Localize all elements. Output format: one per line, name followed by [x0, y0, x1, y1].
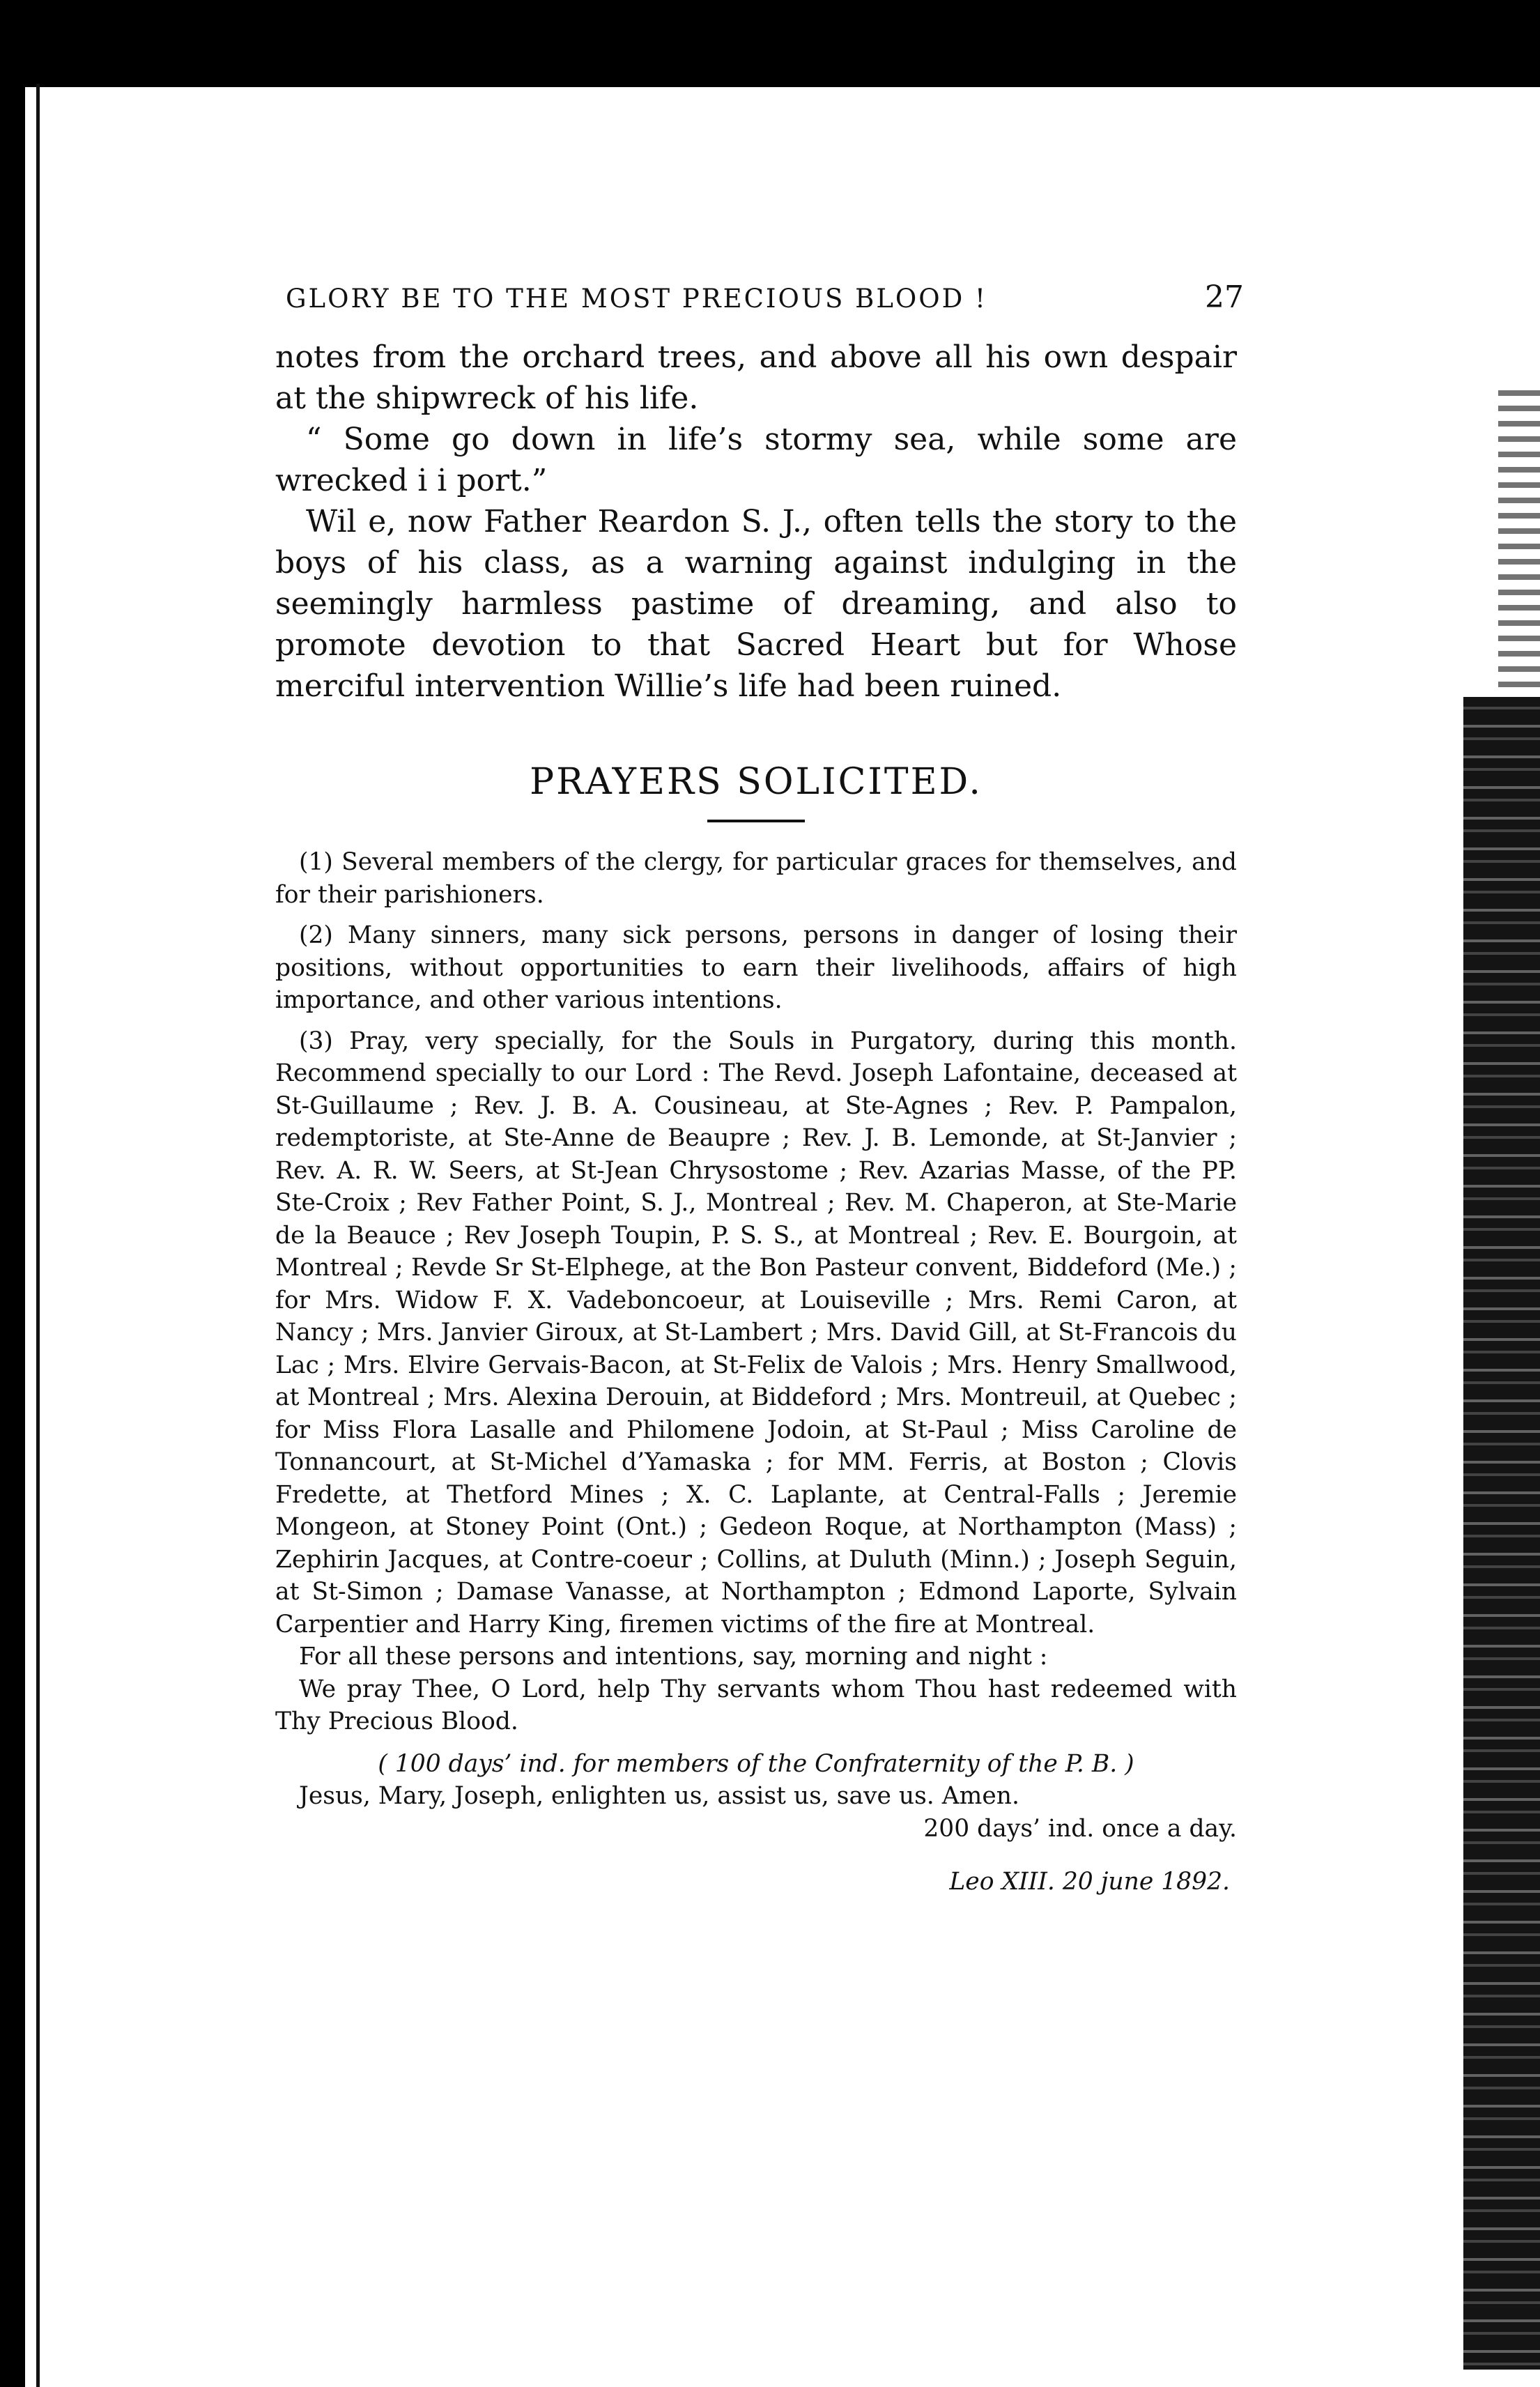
page-number: 27: [1205, 279, 1244, 315]
scan-left-border: [0, 0, 25, 2387]
heading-rule: [707, 820, 805, 822]
story-text: [275, 337, 1237, 707]
story-paragraph-2: Wil e, now Father Reardon S. J., often tells the story to the boys of his class, as a warning against indulging in the seemingly harmless pastime of dreaming, and also to promote devotion to that Sacred Heart but for Whose merciful intervention Willie’s life had been ruined.: [275, 504, 1237, 704]
book-page: [275, 275, 1244, 1898]
running-head: [275, 275, 1244, 324]
scan-top-border: [0, 0, 1540, 87]
signature: Leo XIII. 20 june 1892.: [949, 1868, 1230, 1896]
indulgence-note-2: 200 days’ ind. once a day.: [923, 1814, 1237, 1843]
indulgence-note-1: ( 100 days’ ind. for members of the Confraternity of the P. B. ): [378, 1749, 1134, 1778]
request-item-2: (2) Many sinners, many sick persons, persons in danger of losing their positions, without opportunities to earn their livelihoods, affairs of high importance, and other various intentions.: [275, 921, 1237, 1014]
prayer-requests: [275, 846, 1237, 1898]
request-item-1: (1) Several members of the clergy, for particular graces for themselves, and for their parishioners.: [275, 848, 1237, 909]
running-title: GLORY BE TO THE MOST PRECIOUS BLOOD !: [286, 284, 987, 314]
story-quote: “ Some go down in life’s stormy sea, while some are wrecked i i port.”: [275, 422, 1237, 498]
scan-right-edge-upper: [1498, 390, 1540, 697]
prayer-text: We pray Thee, O Lord, help Thy servants whom Thou hast redeemed with Thy Precious Blood.: [275, 1675, 1237, 1735]
request-intentions: For all these persons and intentions, say, morning and night :: [299, 1643, 1048, 1671]
story-paragraph-1: notes from the orchard trees, and above all his own despair at the shipwreck of his life.: [275, 339, 1237, 416]
scan-right-edge: [1463, 697, 1540, 2370]
invocation: Jesus, Mary, Joseph, enlighten us, assist us, save us. Amen.: [299, 1782, 1019, 1810]
request-item-3: (3) Pray, very specially, for the Souls in Purgatory, during this month. Recommend specially to our Lord : The Revd. Joseph Lafontaine, deceased at St-Guillaume ; Rev. J. B. A. Cousineau, at Ste-Agnes ; Rev. P. Pampalon, redemptoriste, at Ste-Anne de Beaupre ; Rev. J. B. Lemonde, at St-Janvier ; Rev. A. R. W. Seers, at St-Jean Chrysostome ; Rev. Azarias Masse, of the PP. Ste-Croix ; Rev Father Point, S. J., Montreal ; Rev. M. Chaperon, at Ste-Marie de la Beauce ; Rev Joseph Toupin, P. S. S., at Montreal ; Rev. E. Bourgoin, at Montreal ; Revde Sr St-Elphege, at the Bon Pasteur convent, Biddeford (Me.) ; for Mrs. Widow F. X. Vadeboncoeur, at Louiseville ; Mrs. Remi Caron, at Nancy ; Mrs. Janvier Giroux, at St-Lambert ; Mrs. David Gill, at St-Francois du Lac ; Mrs. Elvire Gervais-Bacon, at St-Felix de Valois ; Mrs. Henry Smallwood, at Montreal ; Mrs. Alexina Derouin, at Biddeford ; Mrs. Montreuil, at Quebec ; for Miss Flora Lasalle and Philomene Jodoin, at St-Paul ; Miss Caroline de Tonnancourt, at St-Michel d’Yamaska ; for MM. Ferris, at Boston ; Clovis Fredette, at Thetford Mines ; X. C. Laplante, at Central-Falls ; Jeremie Mongeon, at Stoney Point (Ont.) ; Gedeon Roque, at Northampton (Mass) ; Zephirin Jacques, at Contre-coeur ; Collins, at Duluth (Minn.) ; Joseph Seguin, at St-Simon ; Damase Vanasse, at Northampton ; Edmond Laporte, Sylvain Carpentier and Harry King, firemen victims of the fire at Montreal.: [275, 1027, 1237, 1638]
page-fold-line: [36, 84, 40, 2387]
section-heading: PRAYERS SOLICITED.: [530, 761, 983, 803]
